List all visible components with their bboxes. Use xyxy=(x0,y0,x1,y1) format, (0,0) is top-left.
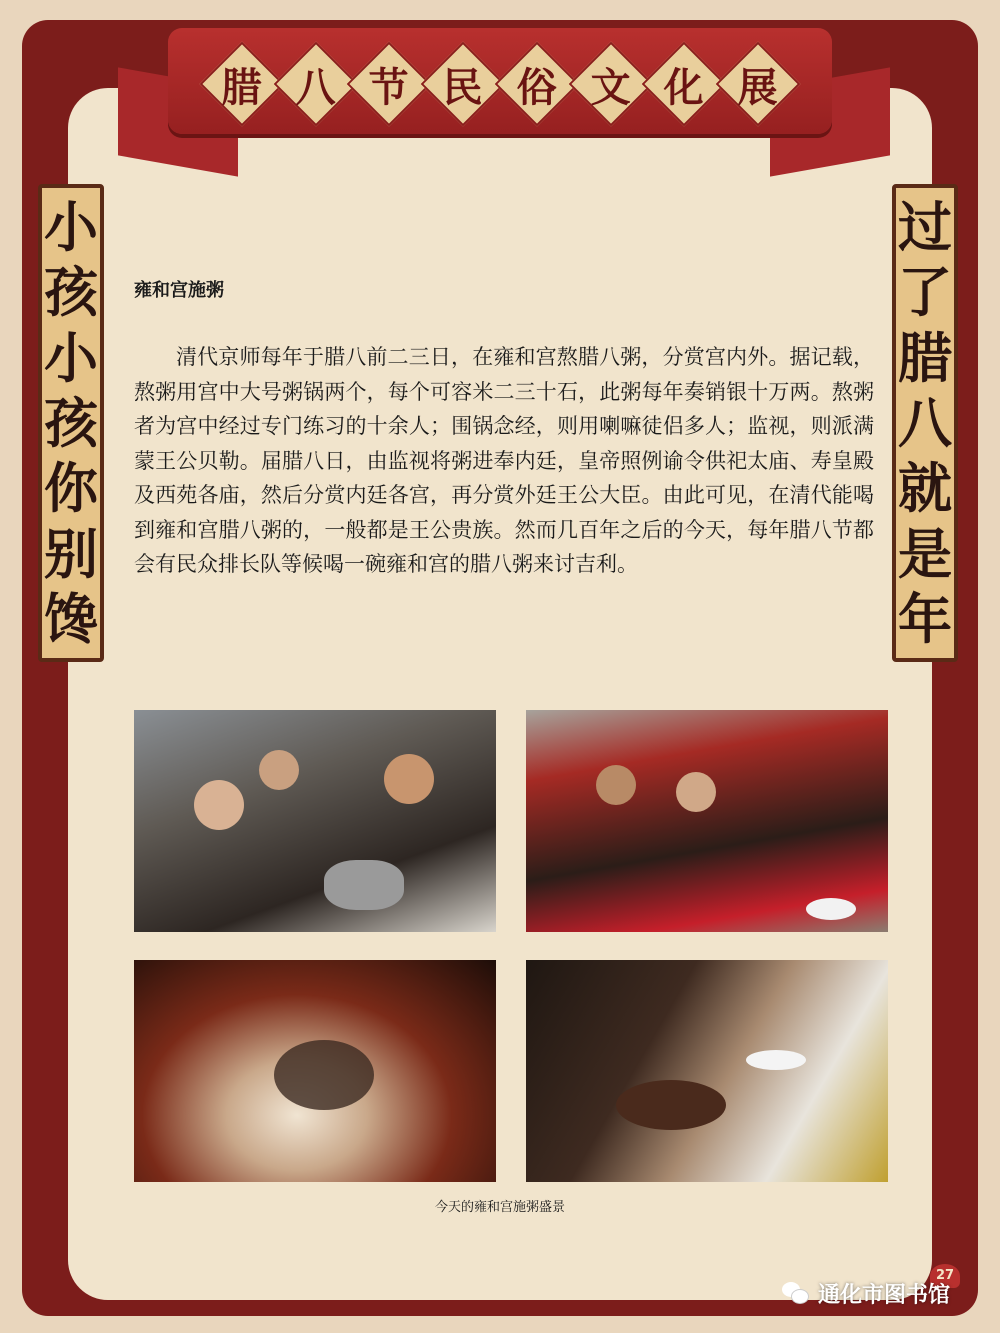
banner-char-tile xyxy=(347,42,432,127)
banner-title xyxy=(212,44,788,124)
couplet-char: 八 xyxy=(898,390,952,455)
photo-queue-at-temple xyxy=(134,710,496,932)
couplet-char: 过 xyxy=(898,194,952,259)
couplet-char: 孩 xyxy=(44,390,98,455)
couplet-char: 了 xyxy=(898,260,952,325)
couplet-char: 小 xyxy=(44,325,98,390)
banner-char-tile xyxy=(494,42,579,127)
article-title: 雍和宫施粥 xyxy=(134,280,224,301)
banner-char: 腊 xyxy=(222,63,262,111)
couplet-left xyxy=(38,184,104,662)
photo-serving-porridge xyxy=(526,710,888,932)
photo-porridge-pot xyxy=(526,960,888,1182)
article-body: 清代京师每年于腊八前二三日，在雍和宫熬腊八粥，分赏宫内外。据记载，熬粥用宫中大号粥锅两个，每个可容米二三十石，此粥每年奏销银十万两。熬粥者为宫中经过专门练习的十余人；围锅念经，则用喇嘛徒侣多人；监视，则派满蒙王公贝勒。届腊八日，由监视将粥进奉内廷，皇帝照例谕令供祀太庙、寿皇殿及西苑各庙，然后分赏内廷各宫，再分赏外廷王公大臣。由此可见，在清代能喝到雍和宫腊八粥的，一般都是王公贵族。然而几百年之后的今天，每年腊八节都会有民众排长队等候喝一碗雍和宫的腊八粥来讨吉利。 xyxy=(134,345,874,576)
watermark-text: 通化市图书馆 xyxy=(818,1283,951,1308)
banner-char: 化 xyxy=(664,63,705,111)
couplet-char: 小 xyxy=(44,194,98,259)
banner-char-tile xyxy=(715,42,800,127)
banner-char: 节 xyxy=(369,63,410,111)
couplet-char: 别 xyxy=(44,521,98,586)
banner-char-tile xyxy=(200,42,285,127)
couplet-right xyxy=(892,184,958,662)
couplet-char: 你 xyxy=(44,456,98,521)
photo-caption: 今天的雍和宫施粥盛景 xyxy=(434,1200,565,1215)
couplet-char: 馋 xyxy=(44,587,98,652)
banner-char-tile xyxy=(421,42,506,127)
banner-char-tile xyxy=(642,42,727,127)
banner-char: 俗 xyxy=(516,63,557,111)
wechat-icon xyxy=(782,1282,810,1306)
banner-char: 民 xyxy=(443,63,484,111)
couplet-char: 就 xyxy=(898,456,952,521)
couplet-char: 腊 xyxy=(898,325,952,390)
page-number: 27 xyxy=(930,1264,960,1288)
couplet-char: 年 xyxy=(898,587,952,652)
banner-char: 八 xyxy=(295,63,336,111)
couplet-char: 是 xyxy=(898,521,952,586)
wechat-watermark xyxy=(782,1278,950,1309)
banner-char: 展 xyxy=(737,63,778,111)
banner-char-tile xyxy=(568,42,653,127)
couplet-char: 孩 xyxy=(44,260,98,325)
photo-ladle-in-pot xyxy=(134,960,496,1182)
banner-char-tile xyxy=(273,42,358,127)
banner-char: 文 xyxy=(590,63,631,111)
